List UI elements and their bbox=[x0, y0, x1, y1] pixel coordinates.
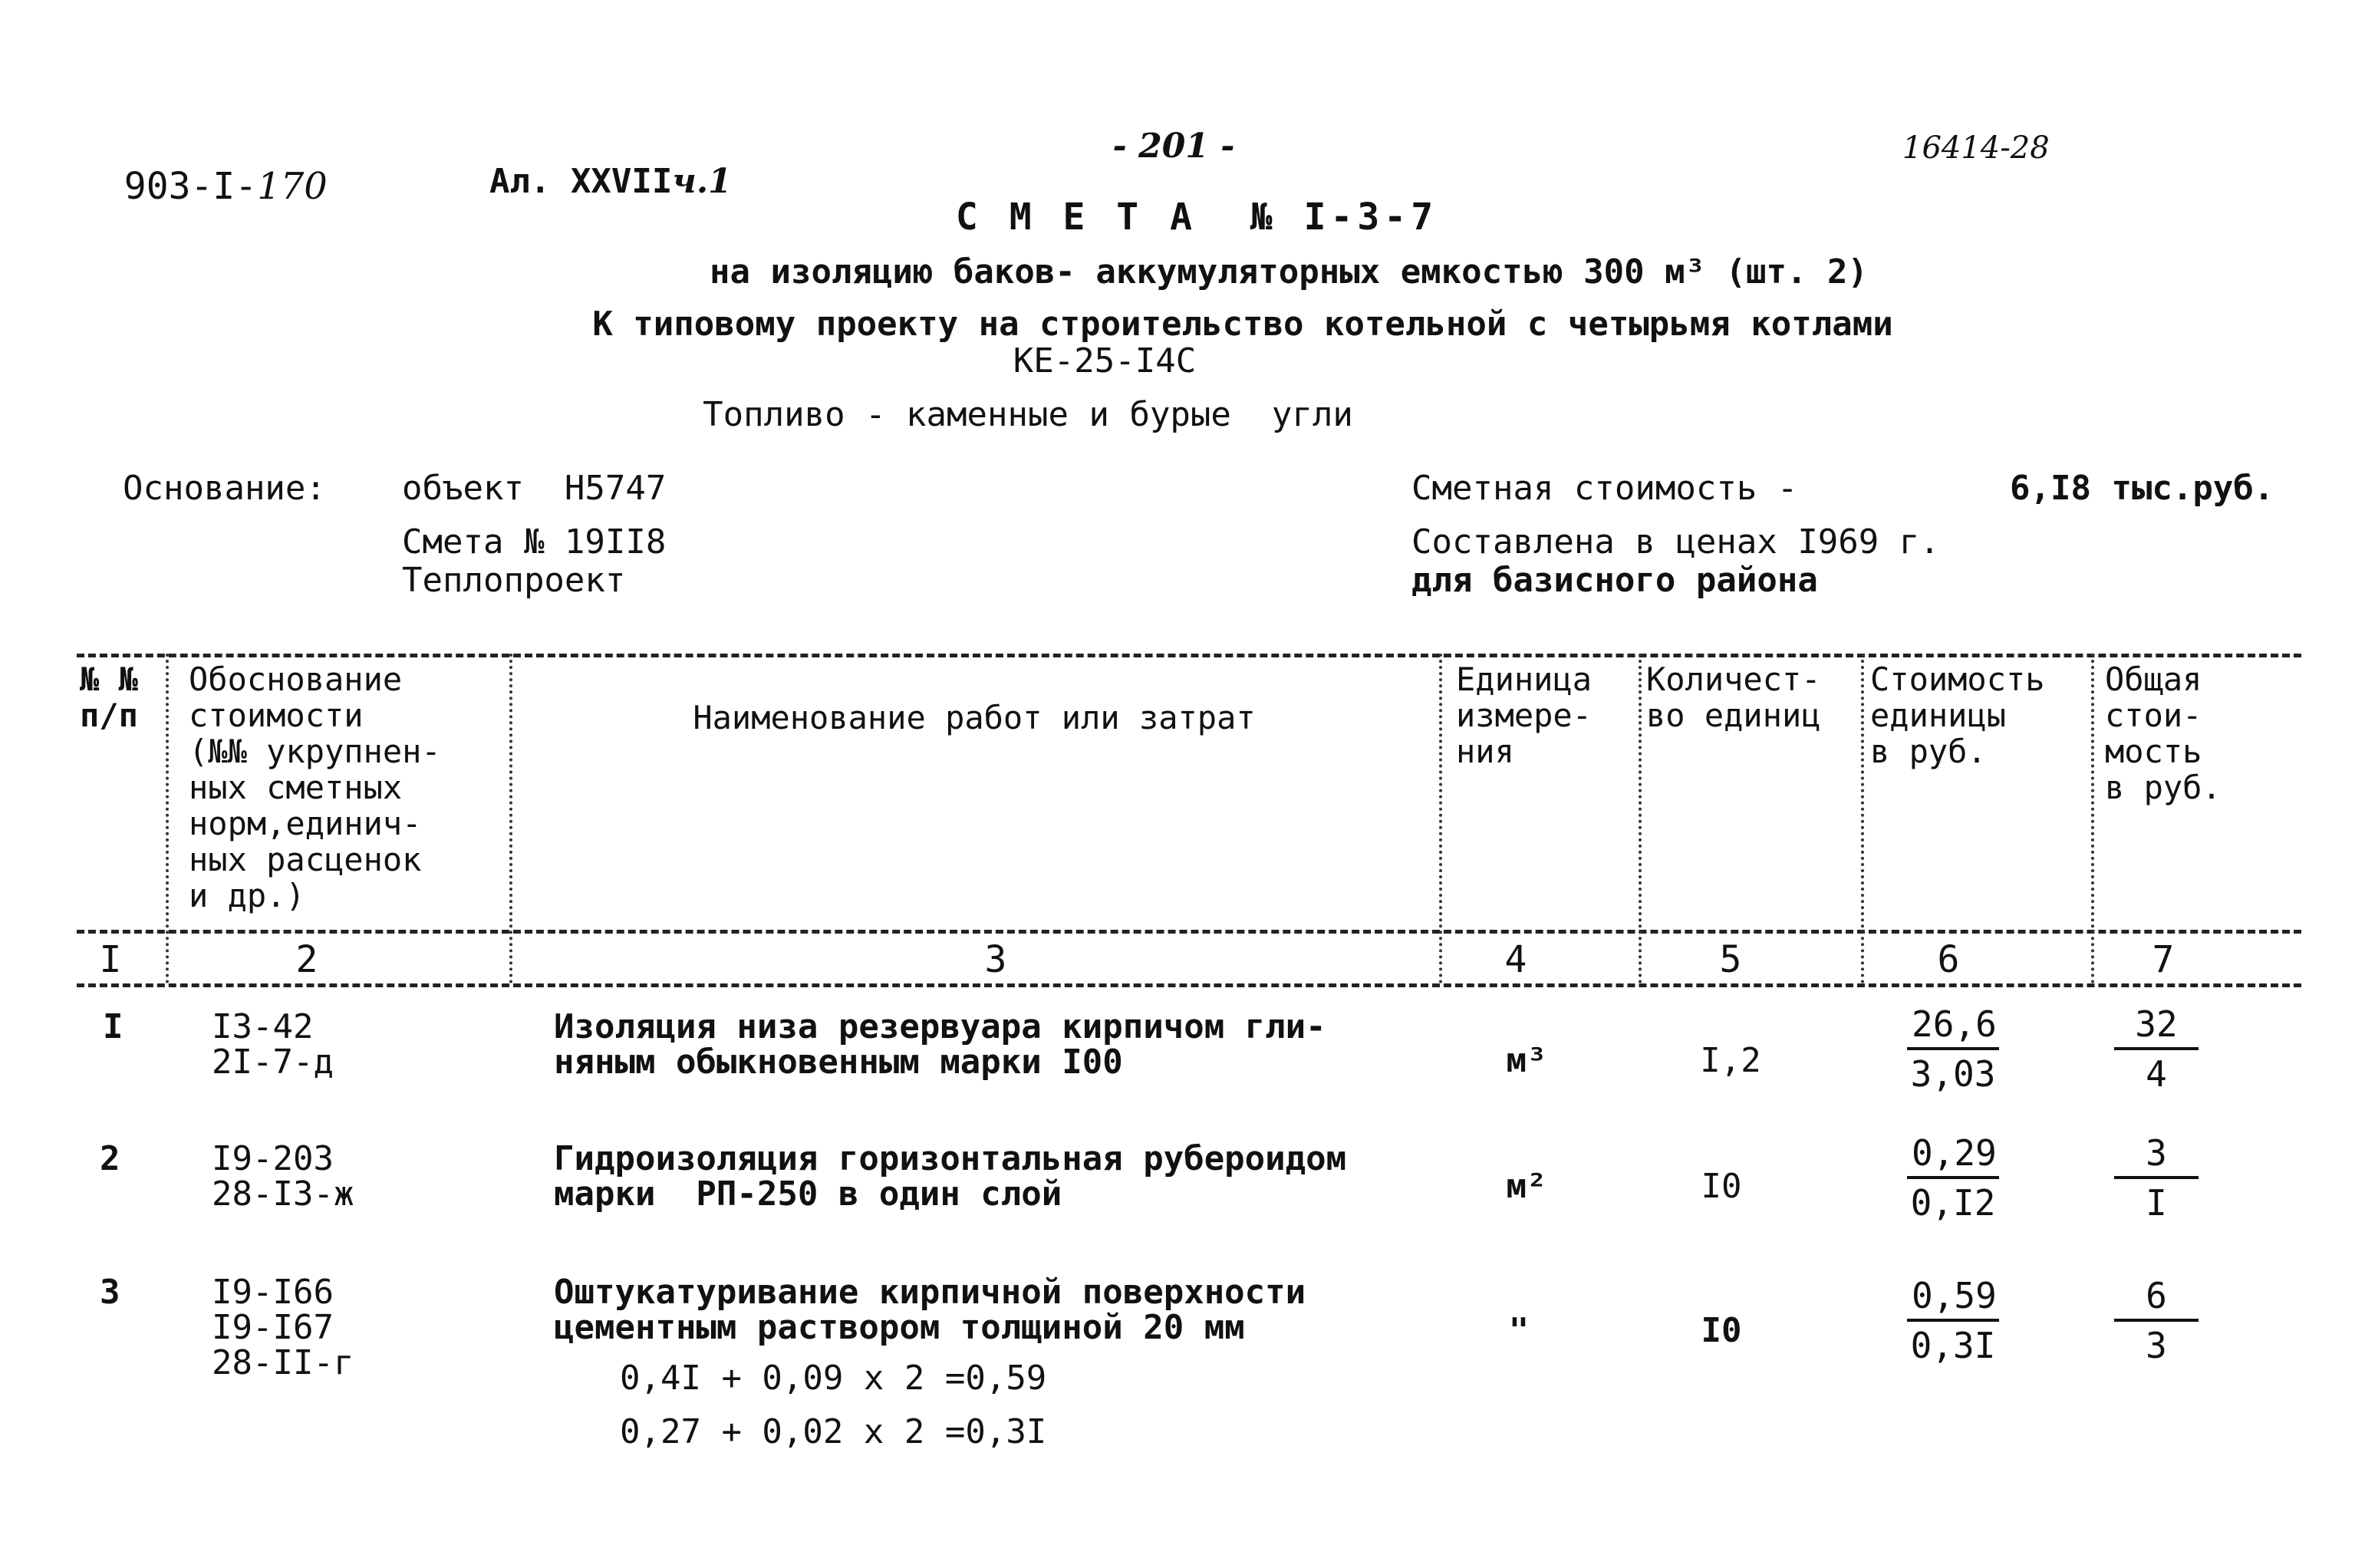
col-sep-5 bbox=[1861, 654, 1864, 983]
col-number-4: 4 bbox=[1504, 938, 1527, 981]
unit-cost-numerator: 26,6 bbox=[1907, 1005, 1999, 1050]
col-number-6: 6 bbox=[1937, 938, 1960, 981]
table-row-3-basis: I9-I66 I9-I67 28-II-г bbox=[212, 1273, 354, 1383]
col-sep-1 bbox=[166, 654, 169, 983]
project-code-print: 903-I- bbox=[124, 165, 258, 209]
table-row-1-name: Изоляция низа резервуара кирпичом гли- няным обыкновенным марки I00 bbox=[554, 1007, 1326, 1082]
table-row-1-number: I bbox=[103, 1007, 124, 1046]
table-top-rule bbox=[77, 654, 2301, 657]
header-unit: Единица измере- ния bbox=[1456, 660, 1593, 771]
table-row-1-unit-cost bbox=[1907, 1005, 1999, 1093]
col-sep-3 bbox=[1439, 654, 1442, 983]
album-print: Ал. XXVII bbox=[489, 162, 673, 202]
unit-cost-numerator: 0,29 bbox=[1907, 1134, 1999, 1179]
table-row-2-number: 2 bbox=[100, 1139, 120, 1178]
col-number-3: 3 bbox=[984, 938, 1007, 981]
total-denominator: 4 bbox=[2146, 1052, 2167, 1095]
table-row-3-total bbox=[2114, 1276, 2199, 1365]
fuel-type: Топливо - каменные и бурые угли bbox=[703, 395, 1353, 434]
table-row-2-basis: I9-203 28-I3-ж bbox=[212, 1139, 354, 1214]
col-sep-2 bbox=[509, 654, 512, 983]
total-denominator: I bbox=[2146, 1181, 2167, 1224]
project-reference: К типовому проекту на строительство котельной с четырьмя котлами bbox=[592, 305, 1893, 344]
col-sep-4 bbox=[1639, 654, 1642, 983]
col-number-2: 2 bbox=[295, 938, 318, 981]
table-row-2-unit: м² bbox=[1506, 1167, 1547, 1206]
header-unit-cost: Стоимость единицы в руб. bbox=[1870, 660, 2045, 771]
table-row-1-quantity: I,2 bbox=[1700, 1041, 1761, 1080]
table-row-1-basis: I3-42 2I-7-д bbox=[212, 1007, 334, 1082]
table-row-2-unit-cost bbox=[1907, 1134, 1999, 1222]
table-row-1-unit: м³ bbox=[1506, 1041, 1547, 1080]
inventory-number: 16414-28 bbox=[1902, 130, 2050, 166]
basis-label: Основание: bbox=[123, 469, 326, 508]
table-row-3-unit-cost bbox=[1907, 1276, 1999, 1365]
total-numerator: 32 bbox=[2114, 1005, 2199, 1050]
price-base-line2: для базисного района bbox=[1411, 561, 1818, 600]
boiler-type: КЕ-25-I4С bbox=[1013, 341, 1197, 380]
page-number: - 201 - bbox=[1112, 127, 1235, 166]
estimate-subject: на изоляцию баков- аккумуляторных емкостью 300 м³ (шт. 2) bbox=[710, 252, 1868, 292]
unit-cost-denominator: 3,03 bbox=[1910, 1052, 1996, 1095]
col-number-5: 5 bbox=[1719, 938, 1742, 981]
unit-cost-denominator: 0,3I bbox=[1910, 1324, 1996, 1366]
estimated-cost-value: 6,I8 тыс.руб. bbox=[2010, 469, 2274, 508]
basis-estimate: Смета № 19II8 bbox=[402, 522, 667, 562]
table-row-3-calc-2: 0,27 + 0,02 x 2 =0,3I bbox=[620, 1412, 1047, 1451]
table-row-1-total bbox=[2114, 1005, 2199, 1093]
estimated-cost-label: Сметная стоимость - bbox=[1411, 469, 1798, 508]
table-row-2-name: Гидроизоляция горизонтальная рубероидом марки РП-250 в один слой bbox=[554, 1139, 1347, 1214]
col-sep-6 bbox=[2091, 654, 2094, 983]
col-number-7: 7 bbox=[2152, 938, 2175, 981]
table-row-3-unit: " bbox=[1508, 1311, 1530, 1350]
album-handwritten: ч.1 bbox=[672, 162, 732, 202]
project-code-handwritten: 170 bbox=[257, 165, 328, 209]
table-row-3-number: 3 bbox=[100, 1273, 120, 1312]
price-base-line1: Составлена в ценах I969 г. bbox=[1411, 522, 1940, 562]
table-row-3-name: Оштукатуривание кирпичной поверхности цементным раствором толщиной 20 мм bbox=[554, 1273, 1306, 1348]
table-row-3-quantity: I0 bbox=[1701, 1311, 1742, 1350]
header-cost-basis: Обоснование стоимости (№№ укрупнен- ных сметных норм,единич- ных расценок и др.) bbox=[189, 660, 441, 915]
album-ref bbox=[449, 129, 732, 202]
header-row-number: № № п/п bbox=[80, 660, 138, 735]
unit-cost-denominator: 0,I2 bbox=[1910, 1181, 1996, 1224]
header-work-name: Наименование работ или затрат bbox=[693, 699, 1256, 736]
column-number-rule bbox=[77, 983, 2301, 987]
table-row-2-total bbox=[2114, 1134, 2199, 1222]
total-denominator: 3 bbox=[2146, 1324, 2167, 1366]
basis-object: объект Н5747 bbox=[402, 469, 667, 508]
col-number-1: I bbox=[99, 938, 122, 981]
header-bottom-rule bbox=[77, 930, 2301, 934]
unit-cost-numerator: 0,59 bbox=[1907, 1276, 1999, 1322]
total-numerator: 6 bbox=[2114, 1276, 2199, 1322]
total-numerator: 3 bbox=[2114, 1134, 2199, 1179]
basis-organization: Теплопроект bbox=[402, 561, 626, 600]
table-row-2-quantity: I0 bbox=[1701, 1167, 1742, 1206]
estimate-title: С М Е Т А № I-3-7 bbox=[955, 196, 1438, 239]
table-row-3-calc-1: 0,4I + 0,09 x 2 =0,59 bbox=[620, 1359, 1047, 1398]
project-code bbox=[80, 129, 328, 209]
header-total-cost: Общая стои- мость в руб. bbox=[2105, 660, 2222, 807]
header-quantity: Количест- во единиц bbox=[1646, 660, 1821, 735]
